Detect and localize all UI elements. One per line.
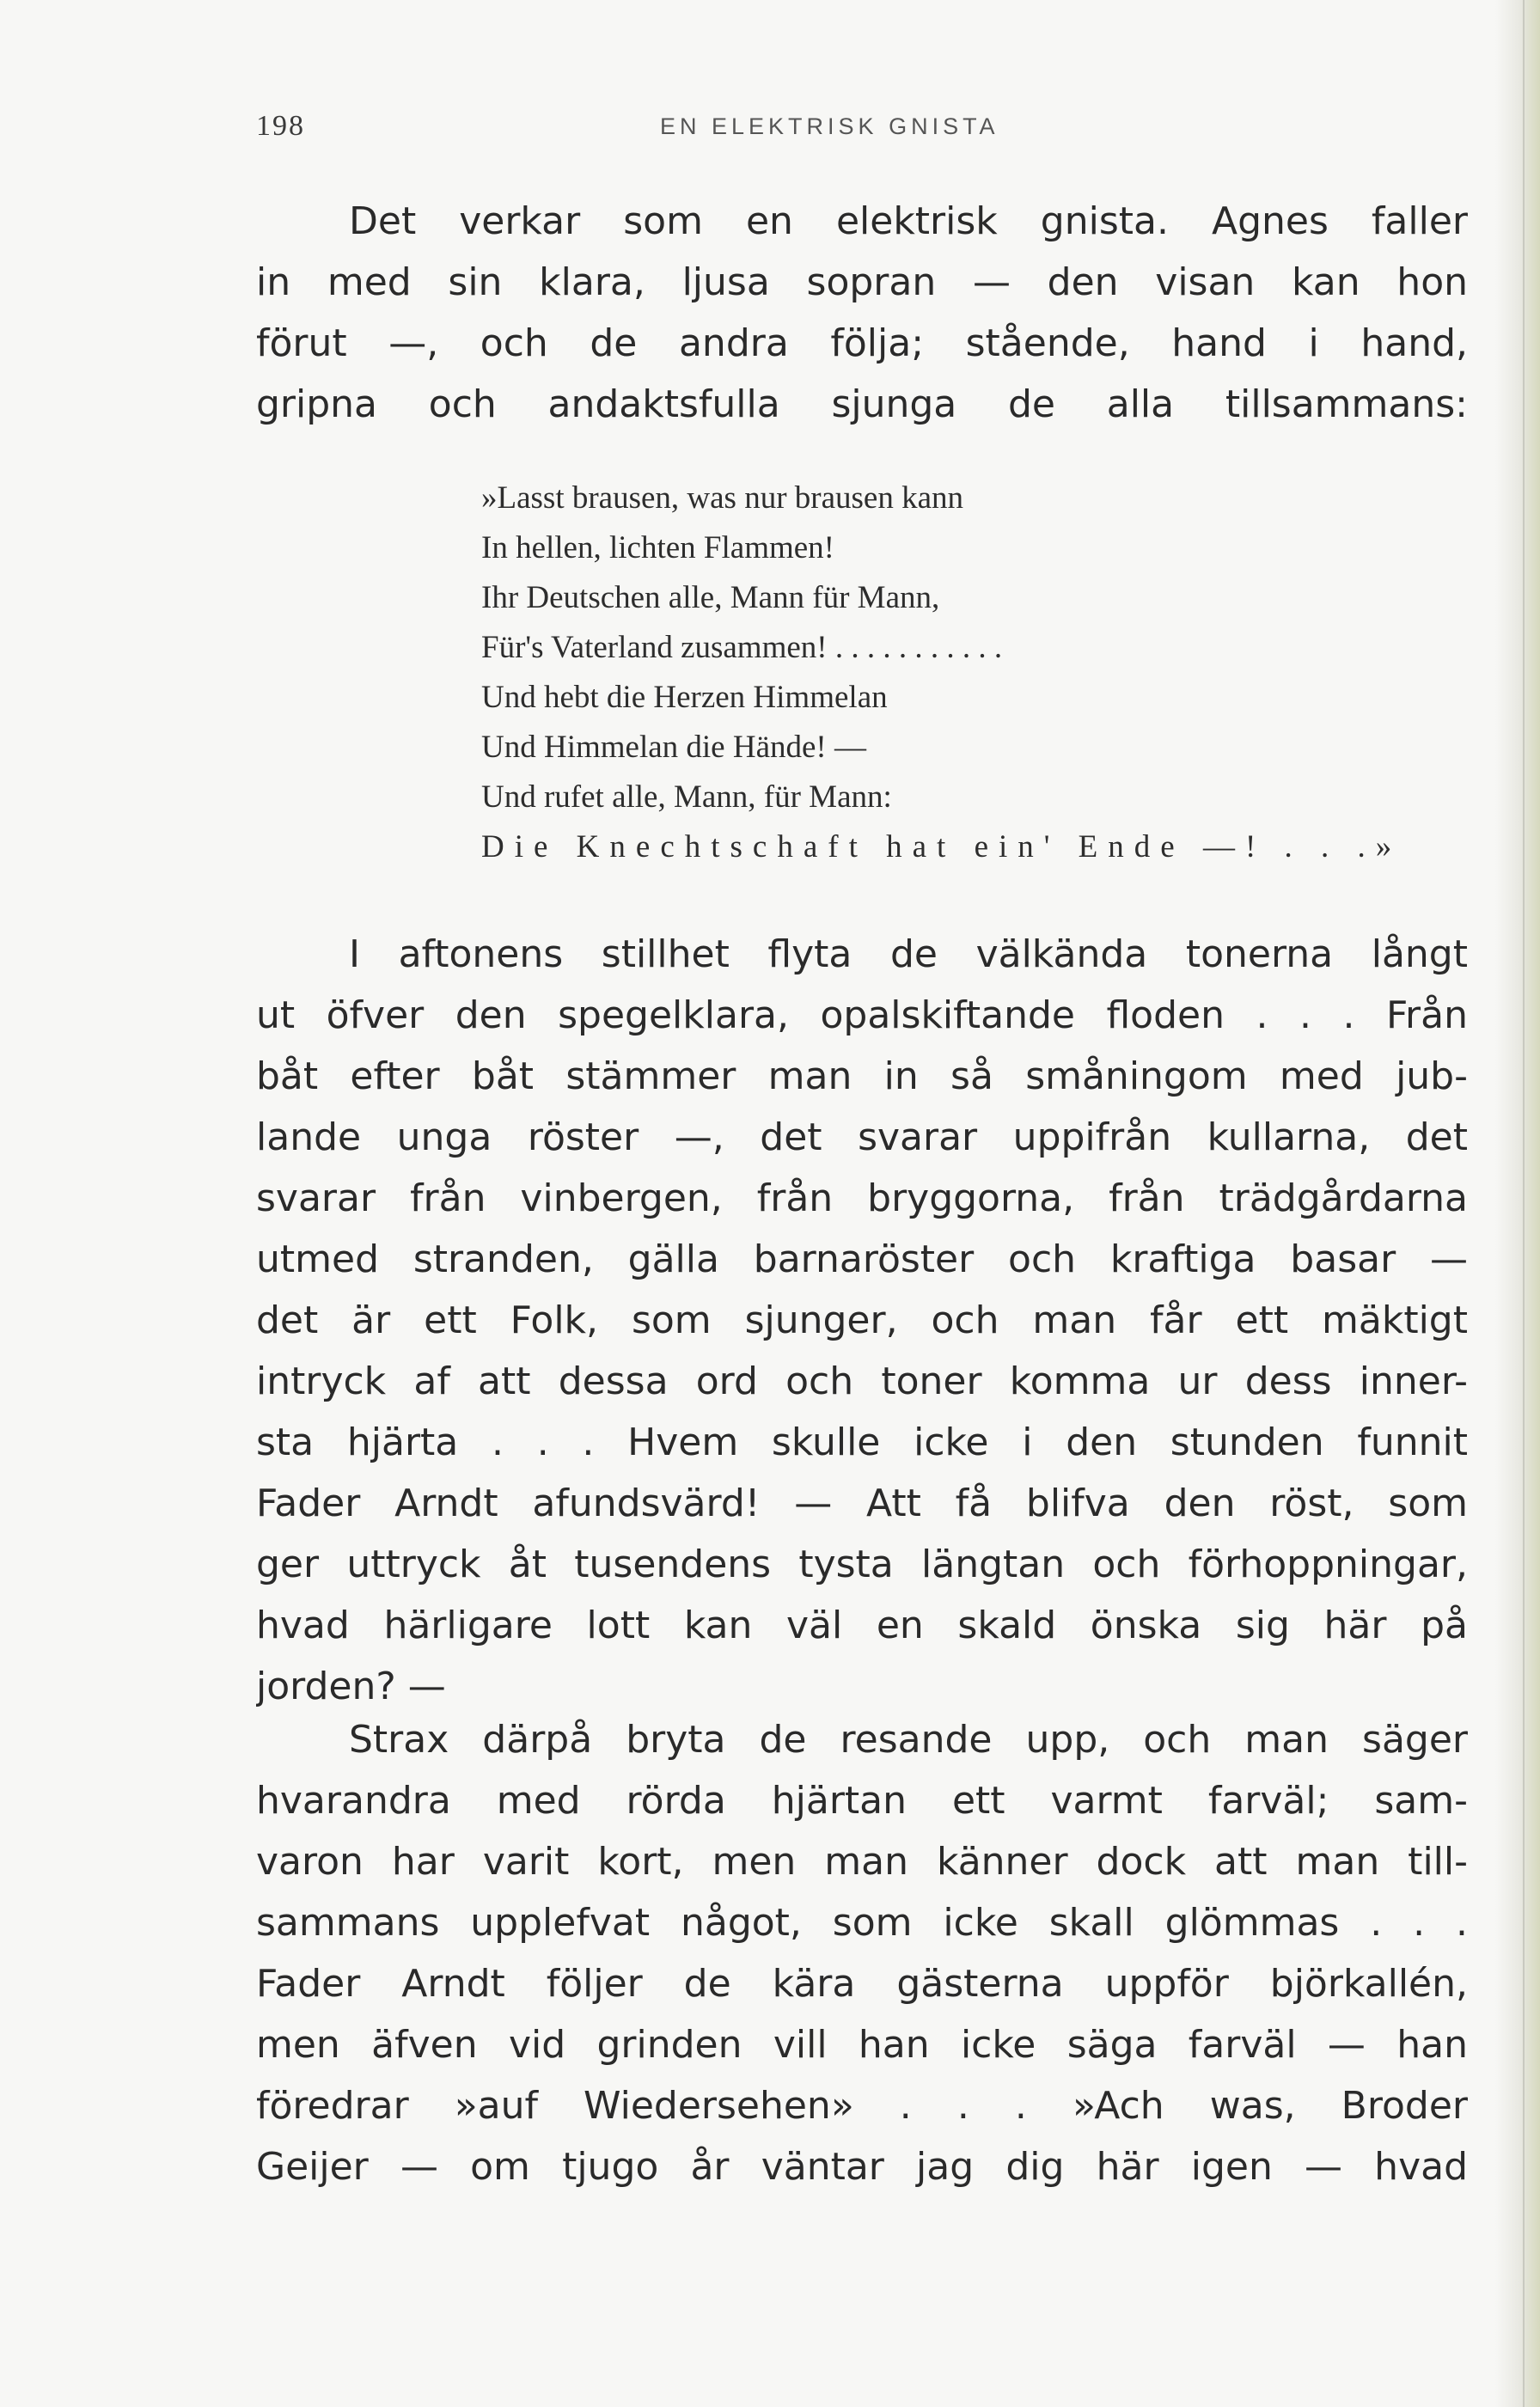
paragraph-1 bbox=[256, 191, 1468, 435]
text-line: gripna och andaktsfulla sjunga de alla tillsammans: bbox=[256, 382, 1468, 426]
text-line: jorden? — bbox=[256, 1665, 446, 1708]
poem-line: Und Himmelan die Hände! — bbox=[481, 730, 866, 765]
text-line: föredrar »auf Wiedersehen» . . . »Ach was, Broder bbox=[256, 2084, 1468, 2128]
poem-line: »Lasst brausen, was nur brausen kann bbox=[481, 480, 964, 516]
text-line: båt efter båt stämmer man in så småningom med jub- bbox=[256, 1054, 1468, 1098]
page-header bbox=[256, 110, 1468, 151]
text-line: utmed stranden, gälla barnaröster och kraftiga basar — bbox=[256, 1237, 1468, 1281]
text-line: intryck af att dessa ord och toner komma ur dess inner- bbox=[256, 1359, 1468, 1403]
text-line: I aftonens stillhet flyta de välkända tonerna långt bbox=[349, 932, 1468, 976]
text-line: ut öfver den spegelklara, opalskiftande floden . . . Från bbox=[256, 993, 1468, 1037]
text-line: Det verkar som en elektrisk gnista. Agnes faller bbox=[349, 199, 1468, 243]
paragraph-3 bbox=[256, 1709, 1468, 2197]
poem-line: In hellen, lichten Flammen! bbox=[481, 530, 834, 565]
page-gutter-shading bbox=[1495, 0, 1540, 2407]
page-gutter-edge bbox=[1523, 0, 1525, 2407]
text-line: det är ett Folk, som sjunger, och man får ett mäktigt bbox=[256, 1298, 1468, 1342]
poem-line: Für's Vaterland zusammen! . . . . . . . . . . . bbox=[481, 630, 1003, 665]
text-line: lande unga röster —, det svarar uppifrån kullarna, det bbox=[256, 1115, 1468, 1159]
text-line: in med sin klara, ljusa sopran — den visan kan hon bbox=[256, 260, 1468, 304]
text-line: men äfven vid grinden vill han icke säga farväl — han bbox=[256, 2023, 1468, 2067]
poem-line: Und hebt die Herzen Himmelan bbox=[481, 680, 888, 715]
text-line: sammans upplefvat något, som icke skall glömmas . . . bbox=[256, 1901, 1468, 1945]
text-line: ger uttryck åt tusendens tysta längtan och förhoppningar, bbox=[256, 1543, 1468, 1586]
poem-line: Ihr Deutschen alle, Mann für Mann, bbox=[481, 580, 940, 615]
text-line: sta hjärta . . . Hvem skulle icke i den stunden funnit bbox=[256, 1420, 1468, 1464]
paragraph-2 bbox=[256, 924, 1468, 1717]
text-line: Fader Arndt följer de kära gästerna uppför björkallén, bbox=[256, 1962, 1468, 2006]
text-line: Fader Arndt afundsvärd! — Att få blifva den röst, som bbox=[256, 1481, 1468, 1525]
running-head: EN ELEKTRISK GNISTA bbox=[660, 113, 999, 139]
page-number: 198 bbox=[256, 110, 305, 142]
poem-line: Und rufet alle, Mann, für Mann: bbox=[481, 779, 892, 815]
text-line: Geijer — om tjugo år väntar jag dig här igen — hvad bbox=[256, 2145, 1468, 2189]
text-line: varon har varit kort, men man känner dock att man till- bbox=[256, 1840, 1468, 1884]
poem-quotation bbox=[481, 473, 1478, 872]
poem-line: Die Knechtschaft hat ein' Ende —! . . .» bbox=[481, 829, 1402, 864]
text-line: förut —, och de andra följa; stående, hand i hand, bbox=[256, 321, 1468, 365]
text-line: hvarandra med rörda hjärtan ett varmt farväl; sam- bbox=[256, 1779, 1468, 1823]
text-line: Strax därpå bryta de resande upp, och man säger bbox=[349, 1718, 1468, 1762]
text-line: hvad härligare lott kan väl en skald önska sig här på bbox=[256, 1604, 1468, 1647]
text-line: svarar från vinbergen, från bryggorna, från trädgårdarna bbox=[256, 1176, 1468, 1220]
